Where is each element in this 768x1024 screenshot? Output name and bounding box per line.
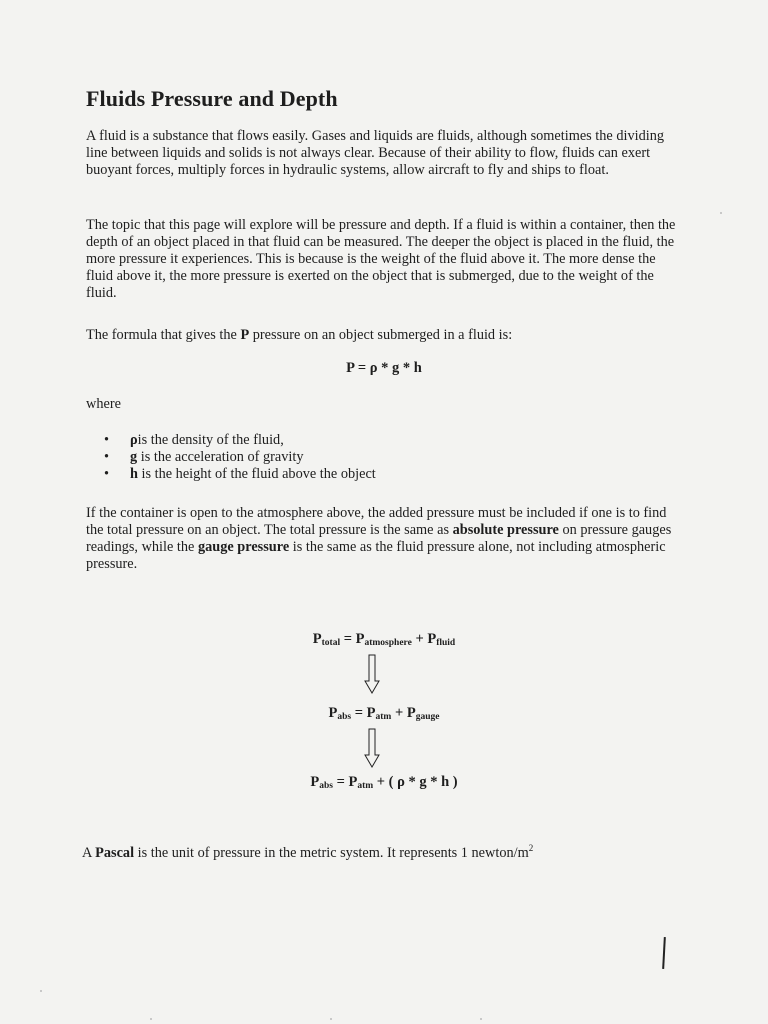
eq-symbol: P: [348, 774, 358, 790]
eq-subscript: total: [321, 638, 341, 648]
exponent: 2: [528, 843, 534, 853]
eq-subscript: abs: [319, 781, 333, 791]
bullet-icon: •: [104, 432, 110, 448]
paragraph-text: If the container is open to the atmosphere above, the added pressure must be included if one is to find the total pressure on an object. The total pressure is the same as: [86, 505, 667, 538]
eq-subscript: atmosphere: [364, 638, 412, 648]
eq-subscript: atm: [357, 781, 374, 791]
variable-symbol: g: [130, 449, 138, 465]
expanded-pressure-equation: [0, 774, 768, 791]
eq-subscript: abs: [337, 712, 352, 722]
paragraph-text: is the unit of pressure in the metric system. It represents 1 newton/m: [134, 845, 529, 861]
page-title: Fluids Pressure and Depth: [86, 86, 338, 111]
eq-operator: =: [332, 774, 349, 790]
eq-operator: + ( ρ * g * h ): [373, 774, 458, 790]
eq-operator: +: [391, 705, 407, 721]
formula-intro-bold: P: [240, 327, 250, 343]
variable-symbol: h: [130, 466, 138, 482]
list-item: [84, 432, 376, 449]
intro-paragraph: A fluid is a substance that flows easily. Gases and liquids are fluids, although sometimes the dividing line between liquids and solids is not always clear. Because of their ability to flow, fluids can exert buoyant forces, multiply forces in hydraulic systems, allow aircraft to fly and ships to float.: [86, 128, 665, 178]
formula-intro-text: The formula that gives the: [86, 327, 241, 343]
eq-symbol: P: [355, 631, 365, 647]
paragraph-text: A: [82, 845, 96, 861]
pascal-term: Pascal: [95, 845, 135, 861]
pascal-definition: [82, 843, 533, 862]
bullet-icon: •: [104, 449, 110, 465]
list-item: [84, 466, 376, 483]
pen-mark: [662, 937, 666, 969]
variable-description: is the density of the fluid,: [137, 432, 284, 448]
eq-symbol: P: [406, 705, 416, 721]
formula-intro-paragraph: [86, 327, 686, 344]
scan-speck: [330, 1018, 332, 1020]
paragraph-text: is the same as the fluid pressure alone, not including atmospheric pressure.: [86, 539, 666, 572]
eq-operator: +: [411, 631, 428, 647]
eq-symbol: P: [366, 705, 376, 721]
topic-paragraph: The topic that this page will explore will be pressure and depth. If a fluid is within a container, then the depth of an object placed in that fluid can be measured. The deeper the object is placed in the fluid, the more pressure it experiences. This is because is the weight of the fluid above it. The more dense the fluid above it, the more pressure is exerted on the object that is submerged, due to the weight of the fluid.: [86, 217, 676, 301]
down-arrow-icon: [364, 728, 380, 768]
scan-speck: [150, 1018, 152, 1020]
total-pressure-equation: [0, 631, 768, 648]
variable-symbol: ρ: [130, 432, 138, 448]
eq-operator: =: [351, 705, 367, 721]
scan-speck: [480, 1018, 482, 1020]
eq-symbol: P: [312, 631, 322, 647]
scan-speck: [720, 212, 722, 214]
absolute-pressure-term: absolute pressure: [452, 522, 559, 538]
eq-operator: =: [340, 631, 356, 647]
list-item: [84, 449, 376, 466]
variable-description: is the acceleration of gravity: [137, 449, 304, 465]
bullet-icon: •: [104, 466, 110, 482]
eq-subscript: fluid: [436, 638, 456, 648]
eq-symbol: P: [427, 631, 437, 647]
absolute-pressure-equation: [0, 705, 768, 722]
eq-symbol: P: [310, 774, 320, 790]
variable-list: [84, 432, 376, 483]
scan-speck: [40, 990, 42, 992]
eq-subscript: atm: [375, 712, 392, 722]
where-label: where: [86, 396, 121, 412]
down-arrow-icon: [364, 654, 380, 694]
absolute-pressure-paragraph: [86, 505, 686, 573]
paragraph-text: on pressure gauges readings, while the: [86, 522, 672, 555]
eq-symbol: P: [328, 705, 338, 721]
eq-subscript: gauge: [415, 712, 440, 722]
pressure-formula: P = ρ * g * h: [346, 360, 422, 376]
formula-intro-text-end: pressure on an object submerged in a fluid is:: [249, 327, 513, 343]
gauge-pressure-term: gauge pressure: [197, 539, 290, 555]
variable-description: is the height of the fluid above the object: [137, 466, 376, 482]
